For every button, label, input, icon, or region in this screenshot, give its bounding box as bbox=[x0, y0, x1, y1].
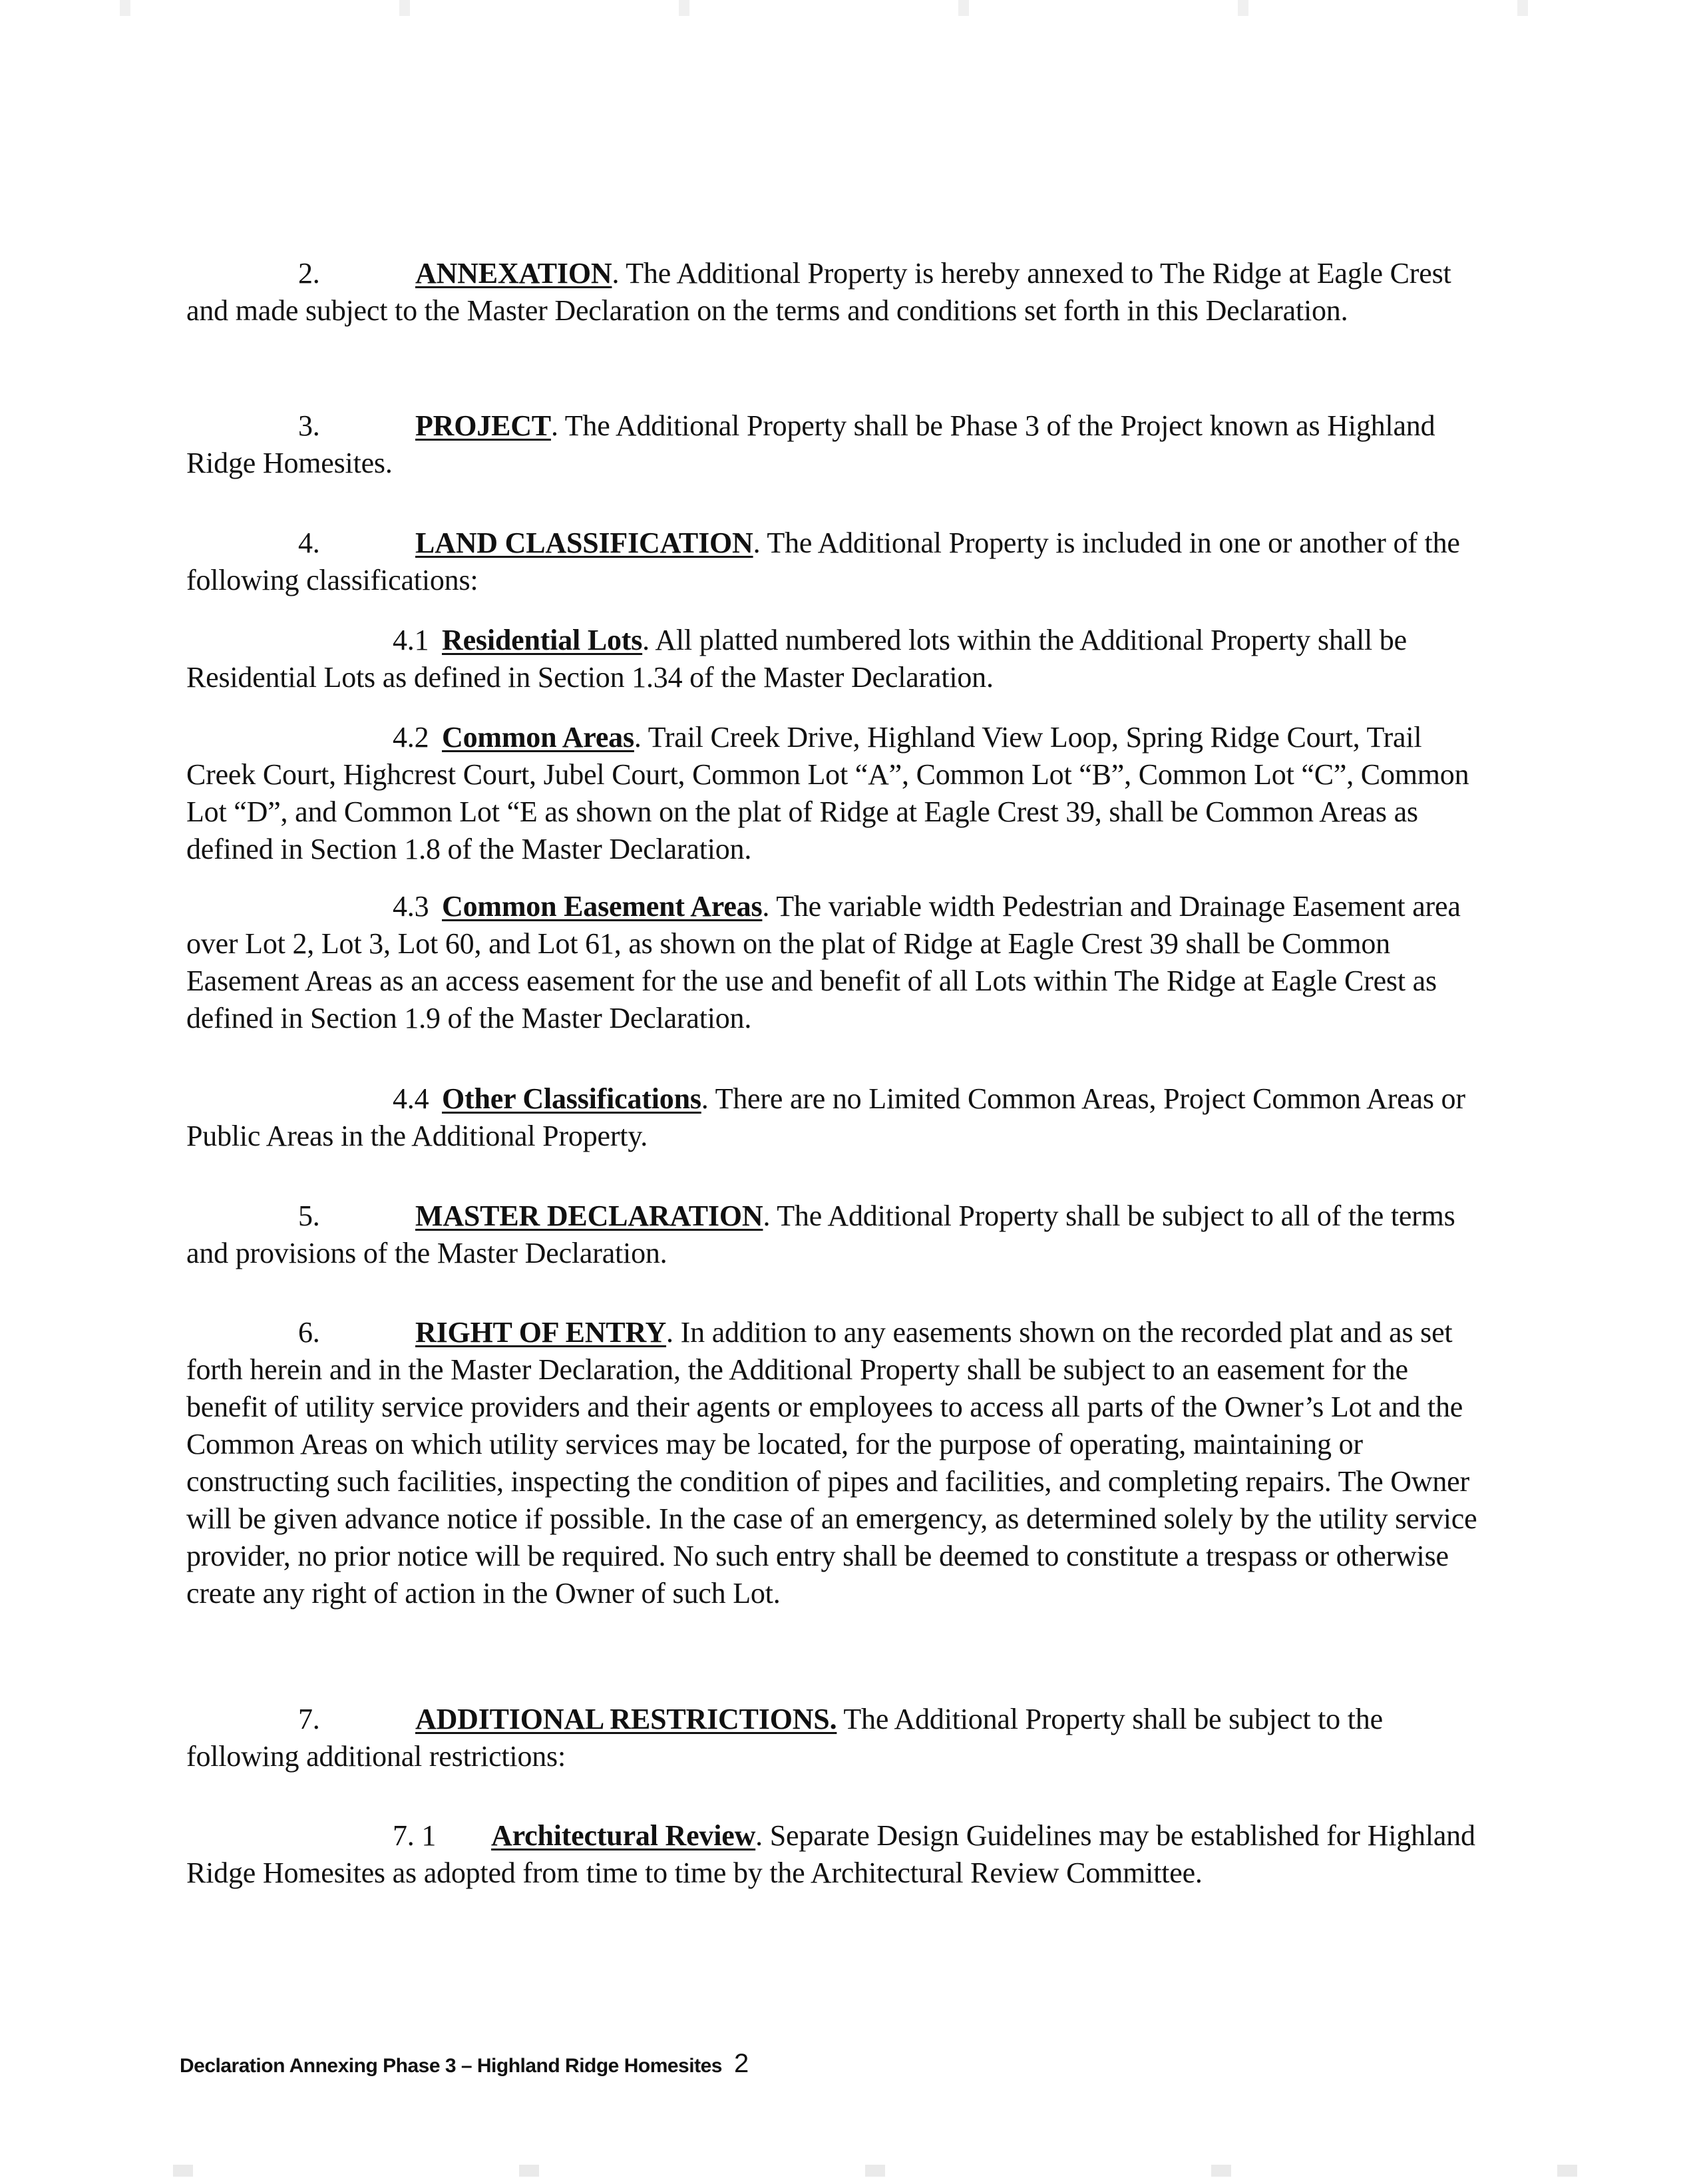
section-body: . In addition to any easements shown on the recorded plat and as set forth herein and in the Master Declaration, the Additional Property shall be subject to an easement for the benefit of utility service providers and their agents or employees to access all parts of the Owner’s Lot and the Common Areas on which utility services may be located, for the purpose of operating, maintaining or constructing such facilities, inspecting the condition of pipes and facilities, and completing repairs. The Owner will be given advance notice if possible. In the case of an emergency, as determined solely by the utility service provider, no prior notice will be required. No such entry shall be deemed to constitute a trespass or otherwise create any right of action in the Owner of such Lot. bbox=[186, 1316, 1477, 1610]
section-heading: Residential Lots bbox=[442, 624, 643, 656]
section-master-declaration bbox=[186, 1198, 1477, 1272]
subsection-common-areas bbox=[186, 719, 1477, 868]
section-body: . There are no Limited Common Areas, Project Common Areas or Public Areas in the Additional Property. bbox=[186, 1082, 1465, 1152]
section-number: 7. 1 bbox=[393, 1819, 437, 1852]
subsection-architectural-review bbox=[186, 1817, 1477, 1892]
section-body: . The Additional Property is included in one or another of the following classifications: bbox=[186, 527, 1460, 596]
section-heading: PROJECT bbox=[415, 409, 551, 442]
section-annexation bbox=[186, 255, 1477, 329]
section-heading: Architectural Review bbox=[491, 1819, 756, 1852]
section-body: . The Additional Property shall be subject to all of the terms and provisions of the Master Declaration. bbox=[186, 1200, 1455, 1269]
section-number: 3. bbox=[298, 409, 320, 442]
scan-artifact-top bbox=[0, 0, 1693, 16]
section-number: 4.4 bbox=[393, 1082, 429, 1115]
section-heading: ADDITIONAL RESTRICTIONS. bbox=[415, 1703, 837, 1735]
section-body: . The Additional Property is hereby annexed to The Ridge at Eagle Crest and made subject to the Master Declaration on the terms and conditions set forth in this Declaration. bbox=[186, 257, 1451, 327]
section-number: 4.3 bbox=[393, 890, 429, 923]
section-body: . All platted numbered lots within the Additional Property shall be Residential Lots as defined in Section 1.34 of the Master Declaration. bbox=[186, 624, 1407, 694]
page-number: 2 bbox=[733, 2049, 749, 2078]
section-heading: ANNEXATION bbox=[415, 257, 612, 290]
section-heading: LAND CLASSIFICATION bbox=[415, 527, 753, 559]
section-heading: Other Classifications bbox=[442, 1082, 701, 1115]
section-number: 6. bbox=[298, 1316, 320, 1349]
section-project bbox=[186, 407, 1477, 482]
section-number: 5. bbox=[298, 1200, 320, 1232]
section-body: . Trail Creek Drive, Highland View Loop, Spring Ridge Court, Trail Creek Court, Highcrest Court, Jubel Court, Common Lot “A”, Common Lot “B”, Common Lot “C”, Common Lot “D”, and Common Lot “E as shown on the plat of Ridge at Eagle Crest 39, shall be Common Areas as defined in Section 1.8 of the Master Declaration. bbox=[186, 721, 1469, 865]
section-additional-restrictions bbox=[186, 1701, 1477, 1775]
section-number: 4.2 bbox=[393, 721, 429, 754]
section-body: . The Additional Property shall be Phase 3 of the Project known as Highland Ridge Homesites. bbox=[186, 409, 1435, 479]
subsection-residential-lots bbox=[186, 622, 1477, 696]
section-number: 4.1 bbox=[393, 624, 429, 656]
section-land-classification bbox=[186, 525, 1477, 599]
section-heading: Common Areas bbox=[442, 721, 634, 754]
section-heading: RIGHT OF ENTRY bbox=[415, 1316, 667, 1349]
section-body: . The variable width Pedestrian and Drainage Easement area over Lot 2, Lot 3, Lot 60, and Lot 61, as shown on the plat of Ridge at Eagle Crest 39 shall be Common Easement Areas as an access easement for the use and benefit of all Lots within The Ridge at Eagle Crest as defined in Section 1.9 of the Master Declaration. bbox=[186, 890, 1461, 1034]
scan-artifact-bottom bbox=[0, 2165, 1693, 2177]
section-number: 4. bbox=[298, 527, 320, 559]
section-heading: Common Easement Areas bbox=[442, 890, 763, 923]
section-body: The Additional Property shall be subject to the following additional restrictions: bbox=[186, 1703, 1383, 1773]
section-number: 7. bbox=[298, 1703, 320, 1735]
subsection-other-classifications bbox=[186, 1080, 1477, 1155]
section-body: . Separate Design Guidelines may be established for Highland Ridge Homesites as adopted from time to time by the Architectural Review Committee. bbox=[186, 1819, 1475, 1889]
footer-title: Declaration Annexing Phase 3 – Highland Ridge Homesites bbox=[180, 2055, 722, 2077]
section-number: 2. bbox=[298, 257, 320, 290]
subsection-common-easement-areas bbox=[186, 888, 1477, 1037]
page-footer bbox=[180, 2049, 749, 2079]
section-heading: MASTER DECLARATION bbox=[415, 1200, 763, 1232]
section-right-of-entry bbox=[186, 1314, 1477, 1612]
